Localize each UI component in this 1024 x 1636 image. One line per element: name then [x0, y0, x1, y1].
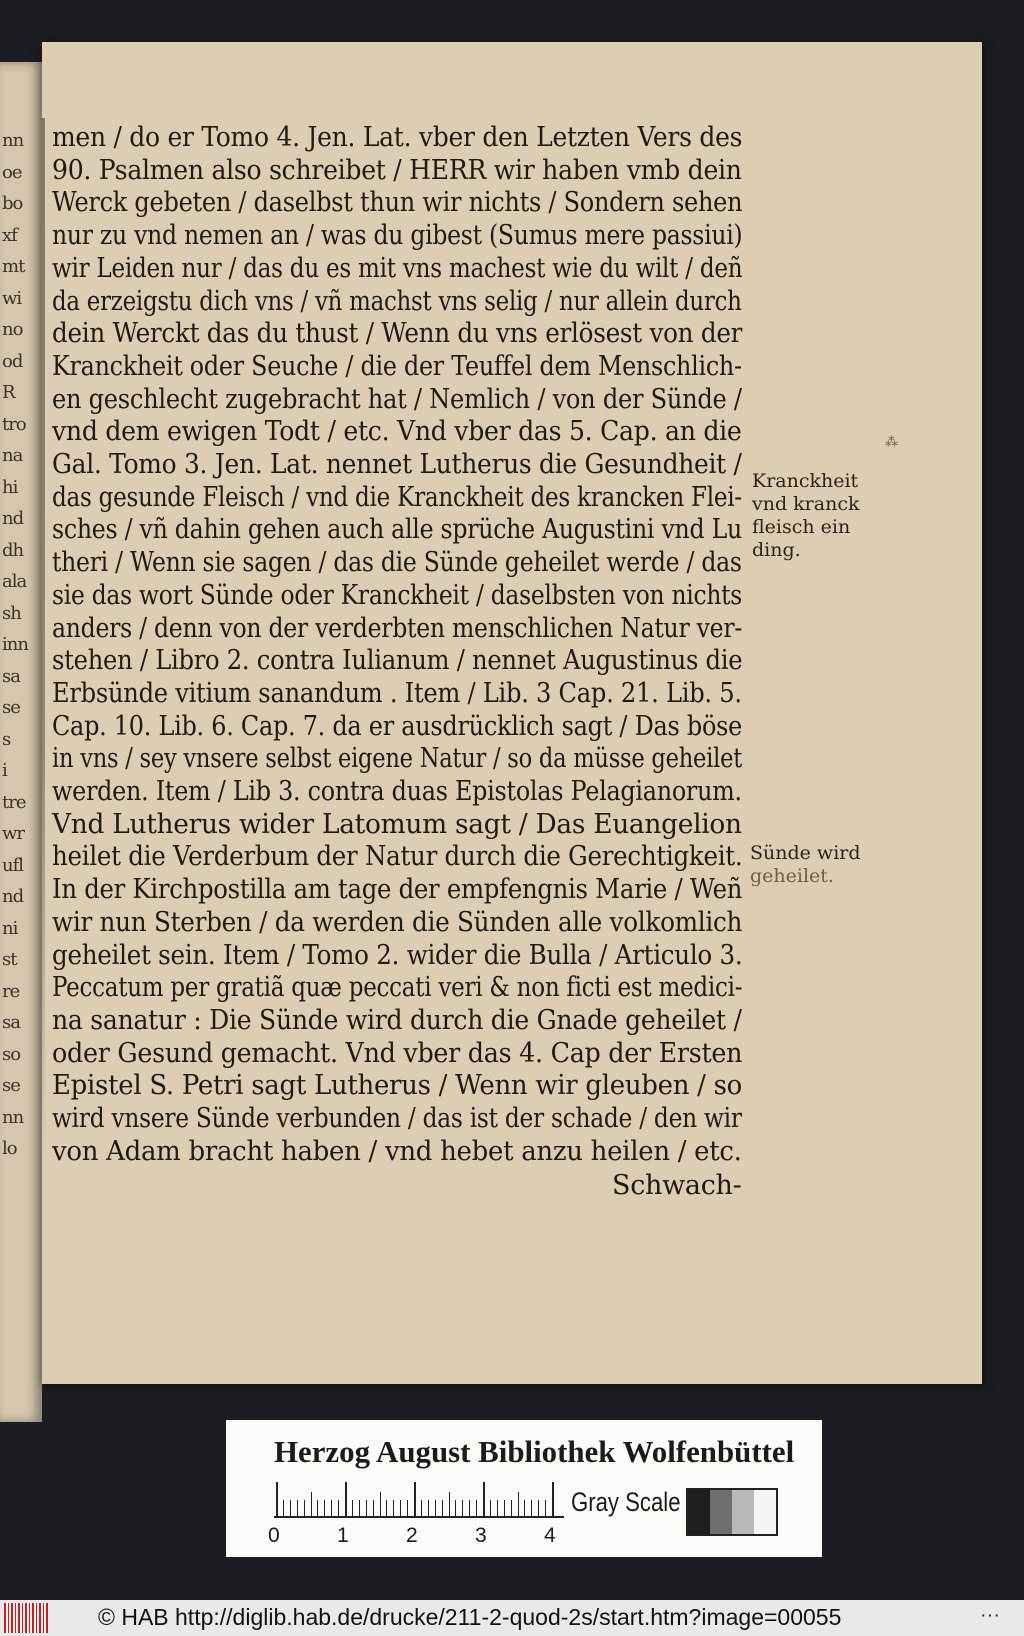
barcode-icon — [4, 1603, 48, 1633]
prev-page-fragment: i — [2, 760, 7, 781]
prev-page-fragment: nn — [2, 1106, 24, 1128]
text-line: wir Leiden nur / das du es mit vns machest wie du wilt / deñ — [52, 252, 743, 284]
ruler-tick — [504, 1500, 505, 1516]
ruler-tick — [276, 1482, 278, 1516]
ruler-tick — [331, 1500, 332, 1516]
prev-page-fragment: wr — [2, 823, 25, 844]
margin-note-line: vnd kranck — [752, 493, 860, 515]
prev-page-fragment: oe — [2, 161, 22, 183]
library-color-card — [226, 1420, 822, 1557]
ruler-tick — [449, 1492, 450, 1516]
text-line: Vnd Lutherus wider Latomum sagt / Das Euangelion — [52, 808, 742, 840]
prev-page-fragment: dh — [2, 539, 24, 561]
prev-page-fragment: xf — [2, 224, 17, 246]
prev-page-fragment: tre — [2, 791, 26, 813]
ruler-tick — [359, 1500, 360, 1516]
ruler-tick — [552, 1482, 554, 1516]
text-line: theri / Wenn sie sagen / das die Sünde geheilet werde / das — [52, 547, 742, 579]
prev-page-fragment: nn — [2, 130, 24, 151]
prev-page-fragment: nd — [2, 508, 24, 529]
text-line: werden. Item / Lib 3. contra duas Epistolas Pelagianorum. — [52, 776, 742, 807]
prev-page-fragment: bo — [2, 193, 23, 214]
ruler-tick — [297, 1500, 298, 1516]
text-line: nur zu vnd nemen an / was du gibest (Sumus mere passiui) — [52, 220, 743, 252]
gray-swatch — [710, 1490, 732, 1534]
gray-swatch — [754, 1490, 776, 1534]
ruler-tick — [442, 1500, 443, 1516]
prev-page-fragment: hi — [2, 476, 18, 498]
text-line: sches / vñ dahin gehen auch alle sprüche Augustini vnd Lu — [52, 514, 742, 546]
text-line: en geschlecht zugebracht hat / Nemlich / von der Sünde / — [52, 383, 742, 415]
gray-swatch — [688, 1490, 710, 1534]
text-line: wird vnsere Sünde verbunden / das ist der schade / den wir — [52, 1103, 742, 1134]
text-line: Peccatum per gratiã quæ peccati veri & non ficti est medici- — [52, 972, 743, 1004]
ruler-tick — [304, 1500, 305, 1516]
text-line: sie das wort Sünde oder Kranckheit / daselbsten von nichts — [52, 579, 742, 611]
text-line: dein Werckt das du thust / Wenn du vns erlösest von der — [52, 318, 743, 350]
gray-swatch — [732, 1490, 754, 1534]
text-line: heilet die Verderbum der Natur durch die Gerechtigkeit. — [52, 841, 743, 873]
ruler-tick — [393, 1500, 394, 1516]
previous-page-edge — [0, 62, 42, 1422]
ruler-tick — [476, 1500, 477, 1516]
ruler-tick — [462, 1500, 463, 1516]
text-line: Kranckheit oder Seuche / die der Teuffel dem Menschlich- — [52, 350, 742, 382]
text-line: wir nun Sterben / da werden die Sünden alle volkomlich — [52, 906, 743, 938]
library-name: Herzog August Bibliothek Wolfenbüttel — [274, 1434, 795, 1469]
ruler-tick — [497, 1500, 498, 1516]
page-gutter — [42, 118, 45, 1158]
paper-stain: ⁂ — [885, 435, 898, 450]
ruler-tick — [352, 1500, 353, 1516]
prev-page-fragment: re — [2, 980, 20, 1002]
prev-page-fragment: sh — [2, 602, 21, 624]
ruler-tick — [345, 1482, 347, 1516]
ruler-tick — [407, 1500, 408, 1516]
text-line: Erbsünde vitium sanandum . Item / Lib. 3 Cap. 21. Lib. 5. — [52, 677, 742, 709]
catchword: Schwach- — [612, 1170, 742, 1201]
text-line: das gesunde Fleisch / vnd die Kranckheit des krancken Flei- — [52, 481, 742, 513]
ruler-tick — [531, 1500, 532, 1516]
margin-note-line: ding. — [752, 539, 801, 561]
prev-page-fragment: lo — [2, 1138, 17, 1159]
prev-page-fragment: sa — [2, 1012, 20, 1033]
margin-note-line: Kranckheit — [752, 470, 859, 492]
text-line: von Adam bracht haben / vnd hebet anzu heilen / etc. — [52, 1135, 742, 1167]
ruler-tick — [490, 1500, 491, 1516]
prev-page-fragment: ufl — [2, 854, 24, 876]
ruler-tick — [338, 1500, 339, 1516]
text-line: 90. Psalmen also schreibet / HERR wir haben vmb dein — [52, 154, 742, 186]
ruler-tick — [373, 1500, 374, 1516]
ruler-tick — [317, 1500, 318, 1516]
text-line: anders / denn von der verderbten menschlichen Natur ver- — [52, 612, 743, 644]
scale-ruler — [274, 1482, 564, 1518]
margin-note-line: Sünde wird — [750, 842, 861, 864]
prev-page-fragment: sa — [2, 665, 20, 687]
text-line: stehen / Libro 2. contra Iulianum / nennet Augustinus die — [52, 645, 743, 677]
ruler-number: 4 — [544, 1524, 556, 1547]
prev-page-fragment: ala — [2, 571, 27, 592]
ruler-number: 0 — [268, 1524, 280, 1547]
prev-page-fragment: od — [2, 350, 23, 372]
ruler-tick — [538, 1500, 539, 1516]
ruler-tick — [455, 1500, 456, 1516]
margin-note-line: fleisch ein — [752, 516, 851, 538]
ruler-tick — [428, 1500, 429, 1516]
ruler-tick — [283, 1500, 284, 1516]
prev-page-fragment: mt — [2, 256, 25, 277]
ruler-tick — [386, 1500, 387, 1516]
ruler-tick — [400, 1500, 401, 1516]
ruler-tick — [366, 1500, 367, 1516]
prev-page-fragment: R — [2, 382, 15, 403]
ruler-number: 1 — [337, 1524, 349, 1547]
prev-page-fragment: se — [2, 1075, 20, 1096]
ruler-tick — [518, 1492, 519, 1516]
gray-scale-swatches — [686, 1488, 778, 1536]
text-line: Gal. Tomo 3. Jen. Lat. nennet Lutherus die Gesundheit / — [52, 449, 742, 480]
ruler-number: 2 — [406, 1524, 418, 1547]
text-line: da erzeigstu dich vns / vñ machst vns selig / nur allein durch — [52, 285, 742, 317]
ruler-tick — [311, 1492, 312, 1516]
ruler-number: 3 — [475, 1524, 487, 1547]
ruler-tick — [545, 1500, 546, 1516]
ruler-tick — [469, 1500, 470, 1516]
text-line: Werck gebeten / daselbst thun wir nichts / Sondern sehen — [52, 187, 743, 219]
prev-page-fragment: s — [2, 728, 11, 750]
text-line: geheilet sein. Item / Tomo 2. wider die Bulla / Articulo 3. — [52, 939, 743, 971]
ruler-tick — [380, 1492, 381, 1516]
ruler-tick — [524, 1500, 525, 1516]
ruler-tick — [324, 1500, 325, 1516]
status-bar — [0, 1600, 1024, 1636]
prev-page-fragment: ni — [2, 917, 18, 939]
text-line: na sanatur : Die Sünde wird durch die Gnade geheilet / — [52, 1004, 742, 1036]
text-line: oder Gesund gemacht. Vnd vber das 4. Cap der Ersten — [52, 1037, 743, 1069]
text-line: vnd dem ewigen Todt / etc. Vnd vber das 5. Cap. an die — [52, 416, 742, 448]
text-line: men / do er Tomo 4. Jen. Lat. vber den Letzten Vers des — [52, 122, 743, 153]
source-url-text[interactable]: © HAB http://diglib.hab.de/drucke/211-2-quod-2s/start.htm?image=00055 — [98, 1604, 842, 1630]
ruler-tick — [421, 1500, 422, 1516]
prev-page-fragment: so — [2, 1043, 21, 1065]
text-line: Cap. 10. Lib. 6. Cap. 7. da er ausdrücklich sagt / Das böse — [52, 710, 743, 742]
prev-page-fragment: no — [2, 319, 23, 340]
text-line: Epistel S. Petri sagt Lutherus / Wenn wir gleuben / so — [52, 1070, 742, 1102]
margin-note-line: geheilet. — [750, 865, 834, 887]
prev-page-fragment: tro — [2, 413, 26, 435]
ruler-tick — [511, 1500, 512, 1516]
text-line: In der Kirchpostilla am tage der empfengnis Marie / Weñ — [52, 874, 743, 906]
ruler-tick — [414, 1482, 416, 1516]
prev-page-fragment: st — [2, 949, 17, 970]
ruler-tick — [483, 1482, 485, 1516]
gray-scale-label: Gray Scale — [571, 1487, 681, 1517]
text-line: in vns / sey vnsere selbst eigene Natur / so da müsse geheilet — [52, 743, 743, 775]
prev-page-fragment: inn — [2, 634, 28, 655]
ruler-tick — [290, 1500, 291, 1516]
ruler-tick — [435, 1500, 436, 1516]
prev-page-fragment: se — [2, 697, 20, 718]
prev-page-fragment: na — [2, 445, 23, 466]
prev-page-fragment: nd — [2, 886, 24, 907]
more-menu-icon[interactable]: ··· — [980, 1604, 1000, 1626]
prev-page-fragment: wi — [2, 287, 22, 309]
